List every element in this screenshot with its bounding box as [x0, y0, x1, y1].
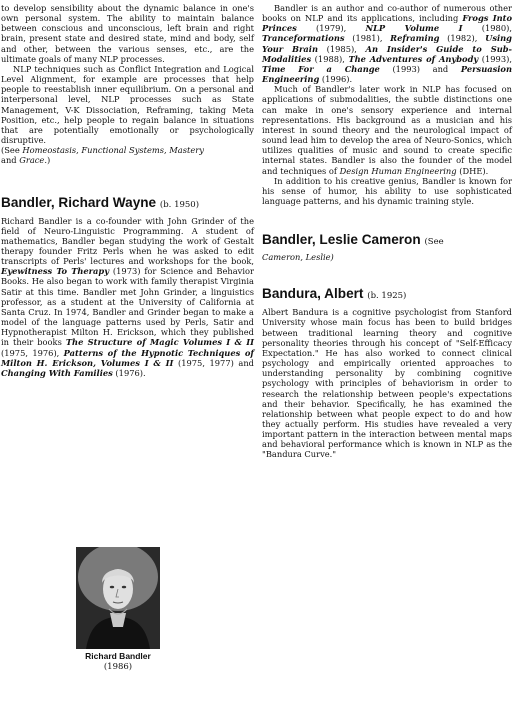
bio-text-4: (1975, 1977) and [173, 357, 254, 368]
book-title-adventures: The Adventures of Anybody [348, 53, 479, 64]
submodalities-text-2: (DHE). [456, 165, 489, 176]
entry-heading-bandler-leslie [262, 232, 512, 250]
books-text-8: (1993), [478, 53, 512, 64]
book-title-frogs: Frogs Into Princes [262, 13, 512, 34]
heading-dates: (b. 1950) [159, 199, 200, 210]
caption-name: Richard Bandler [85, 651, 151, 661]
book-title-tranceformations: Tranceformations [262, 33, 345, 44]
bio-text-1: Richard Bandler is a co-founder with John Grinder of the field of Neuro-Linguistic Programming. A student of mathematics, Bandler began studying the work of Gestalt therapy founder Fritz Perls when he was asked to edit transcripts of Perls' lectures and workshops for the book, [1, 215, 254, 267]
heading-name: Bandler, Richard Wayne [1, 194, 157, 210]
bandler-books-paragraph [262, 3, 512, 84]
heading-bandura-name: Bandura, Albert [262, 286, 364, 302]
nlp-techniques-paragraph: NLP techniques such as Conflict Integration and Logical Level Alignment, for example are processes that help people to reestablish inner equilibrium. On a personal and interpersonal level, NLP processes such as State Management, V-K Dissociation, Reframing, taking Meta Position, etc., help people to regain balance in situations that are potentially emotionally or psychologically disruptive. [1, 63, 254, 146]
book-title-persuasion-engineering: Persuasion Engineering [262, 63, 512, 85]
books-text-6: (1985), [317, 43, 366, 54]
see-also-reference [1, 145, 254, 165]
portrait-illustration [76, 547, 160, 649]
leslie-ref: Cameron, Leslie) [262, 252, 334, 263]
entry-heading-bandura [262, 286, 512, 304]
book-title-nlp-volume-1: NLP Volume I [365, 23, 463, 34]
see-prefix: (See [1, 145, 23, 156]
books-text-10: (1996). [319, 74, 353, 85]
see-refs: Homeostasis, Functional Systems, Mastery [22, 145, 204, 156]
bandura-bio-paragraph: Albert Bandura is a cognitive psychologist from Stanford University whose main focus has been to build bridges between traditional learning theory and cognitive personality theories through his concept of "Self-Efficacy Expectation." He has also worked to connect clinical psychology and empirically oriented approaches to understanding personality by combining cognitive psychology with principles of behaviorism in order to research the relationship between people's expectations and their behavior. Specifically, he has examined the relationship between what people expect to do and how they actually perform. His studies have revealed a very important pattern in the interaction between mental maps and behavioral performance which is known in NLP as the "Bandura Curve." [262, 307, 512, 460]
bio-text-5: (1976). [112, 367, 146, 378]
books-text-1: Bandler is an author and co-author of numerous other books on NLP and its applications, including [262, 3, 512, 24]
see-last: Grace. [19, 155, 47, 166]
submodalities-text-1: Much of Bandler's later work in NLP has focused on applications of submodalities, the subtle distinctions one can make in one's sensory experience and internal representations. His background as a musician and his interest in sound theory and the neurological impact of sound lead him to develop the area of Neuro-Sonics, which utilizes qualities of music and sound to create specific internal states. Bandler is also the founder of the model and techniques of [262, 84, 512, 176]
photo-caption [40, 651, 196, 672]
design-human-engineering: Design Human Engineering [339, 165, 457, 176]
right-column [262, 3, 512, 460]
leslie-see: (See [424, 237, 444, 248]
bio-text-3: (1975, 1976), [1, 347, 64, 358]
heading-bandura-dates: (b. 1925) [367, 291, 407, 302]
leslie-cross-reference [262, 252, 512, 262]
books-text-7: (1988), [311, 53, 349, 64]
submodalities-paragraph [262, 84, 512, 175]
left-column [1, 3, 254, 378]
humor-paragraph: In addition to his creative genius, Bandler is known for his sense of humor, his ability to use sophisticated language patterns, and his dynamic training style. [262, 175, 512, 206]
books-text-9: (1993) and [379, 63, 461, 74]
heading-leslie-name: Bandler, Leslie Cameron [262, 232, 421, 248]
balance-paragraph-end: to develop sensibility about the dynamic balance in one's own personal system. The ability to maintain balance between conscious and unconscious, left brain and right brain, present state and desired state, mind and body, self and other, between the various senses, etc., are the ultimate goals of many NLP processes. [1, 3, 254, 64]
book-title-insiders-guide: An Insider's Guide to Sub-Modalities [262, 43, 512, 64]
books-text-2: (1979), [296, 23, 366, 34]
book-title-patterns: Patterns of the Hypnotic Techniques of Milton H. Erickson, Volumes I & II [1, 347, 254, 368]
books-text-4: (1981), [344, 33, 391, 44]
bio-text-2: (1973) for Science and Behavior Books. He also began to work with family therapist Virginia Satir at this time. Bandler met John Grinder, a linguistics professor, as a student at the University of California at Santa Cruz. In 1974, Bandler and Grinder began to make a model of the language patterns used by Perls, Satir and Hypnotherapist Milton H. Erickson, which they published in their books [1, 266, 254, 348]
see-and: and [1, 155, 20, 166]
caption-year: (1986) [103, 661, 133, 672]
book-title-structure-of-magic: The Structure of Magic Volumes I & II [65, 337, 254, 348]
books-text-3: (1980), [462, 23, 512, 34]
richard-bandler-photo [76, 547, 160, 649]
bandler-bio-paragraph [1, 216, 254, 379]
books-text-5: (1982), [439, 33, 486, 44]
book-title-using-your-brain: Using Your Brain [262, 33, 512, 54]
book-title-eyewitness: Eyewitness To Therapy [1, 266, 110, 277]
see-close: ) [47, 155, 51, 166]
book-title-time-for-a-change: Time For a Change [262, 63, 380, 74]
book-title-reframing: Reframing [390, 33, 440, 44]
entry-heading-bandler-richard [1, 195, 254, 213]
book-title-changing-with-families: Changing With Families [1, 367, 113, 378]
